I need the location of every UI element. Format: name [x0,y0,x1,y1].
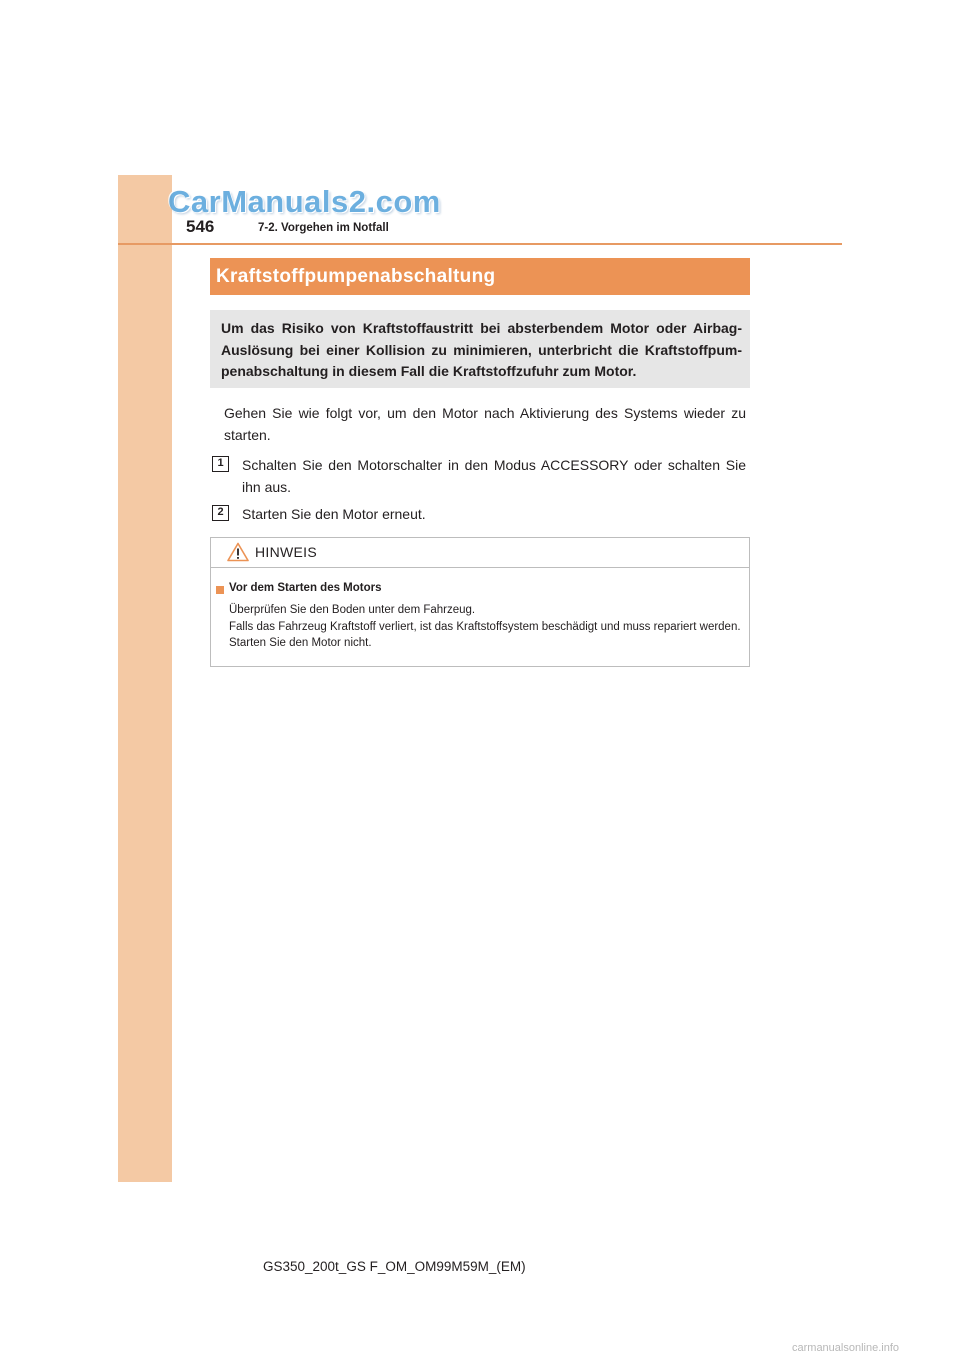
step-number-badge: 1 [212,456,229,472]
intro-box: Um das Risiko von Kraftstoffaustritt bei absterbendem Motor oder Airbag-Auslösung bei einer Kollision zu minimieren, unterbricht die Kraftstoffpum-penabschaltung in diesem Fall die Kraftstoffzufuhr zum Motor. [210,310,750,388]
warning-triangle-icon [227,542,249,562]
page-number: 546 [186,217,215,236]
footer-model-code: GS350_200t_GS F_OM_OM99M59M_(EM) [263,1259,526,1274]
side-color-band [118,175,172,1182]
section-label: 7-2. Vorgehen im Notfall [258,222,389,234]
step-text: Schalten Sie den Motorschalter in den Modus ACCESSORY oder schalten Sie ihn aus. [242,457,746,495]
section-title: Kraftstoffpumpenabschaltung [216,266,496,287]
step-number-badge: 2 [212,505,229,521]
section-title-bar [210,258,750,295]
bullet-square-icon [216,586,224,594]
header-rule [118,243,842,245]
notice-title: HINWEIS [255,544,317,560]
notice-box [210,537,750,667]
notice-line: Falls das Fahrzeug Kraftstoff verliert, ist das Kraftstoffsystem beschädigt und muss repariert werden. Starten Sie den Motor nicht. [229,620,741,649]
notice-header [211,538,749,568]
step-text: Starten Sie den Motor erneut. [242,506,426,522]
notice-text [229,602,741,652]
bottom-watermark: carmanualsonline.info [792,1342,900,1354]
notice-line: Überprüfen Sie den Boden unter dem Fahrzeug. [229,604,476,616]
instruction-paragraph: Gehen Sie wie folgt vor, um den Motor nach Aktivierung des Systems wieder zu starten. [224,405,746,443]
watermark-logo: CarManuals2.com [168,184,441,219]
notice-heading: Vor dem Starten des Motors [229,582,382,594]
